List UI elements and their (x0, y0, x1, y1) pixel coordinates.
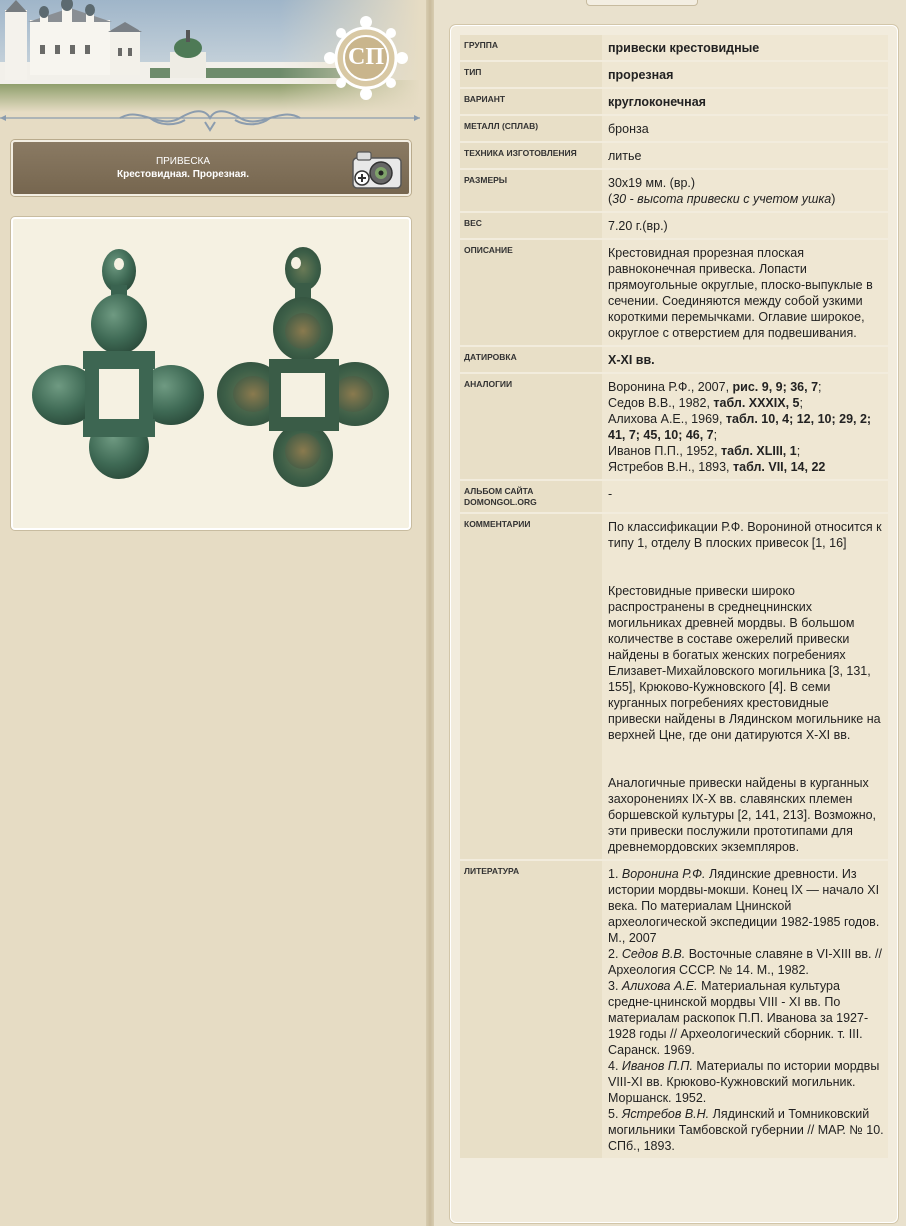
lit-text: Восточные славяне в VI-XIII вв. // Археология СССР. № 14. М., 1982. (608, 947, 882, 977)
lit-text: Лядинский и Томниковский могильники Тамбовской губернии // МАР. № 10. СПб., 1893. (608, 1107, 884, 1153)
top-tab[interactable] (586, 0, 698, 6)
label-tehnika: ТЕХНИКА ИЗГОТОВЛЕНИЯ (460, 143, 602, 168)
row-kommentarii (460, 514, 888, 859)
row-metall (460, 116, 888, 141)
razmery-open: ( (608, 192, 613, 206)
row-razmery (460, 170, 888, 211)
row-datirovka (460, 347, 888, 372)
row-analogii (460, 374, 888, 479)
label-analogii: АНАЛОГИИ (460, 374, 602, 479)
item-title-category: ПРИВЕСКА (155, 156, 211, 167)
label-variant: ВАРИАНТ (460, 89, 602, 114)
item-title-box (11, 140, 411, 196)
analogii-author: Алихова А.Е., 1969, (608, 412, 726, 426)
column-divider (426, 0, 434, 1226)
analogii-end: ; (818, 380, 822, 394)
analogii-end: ; (796, 444, 801, 458)
label-metall: МЕТАЛЛ (СПЛАВ) (460, 116, 602, 141)
ornament-divider (0, 106, 420, 134)
value-analogii (602, 374, 888, 479)
analogii-ref: рис. 9, 9; 36, 7 (732, 380, 819, 394)
lit-author: Алихова А.Е. (621, 979, 698, 993)
lit-text: Материальная культура средне-цнинской мордвы VIII - XI вв. По материалам раскопок П.П. Иванова за 1927-1928 годы // Археологический сборник. т. III. Саранск. 1969. (608, 979, 869, 1057)
lit-num: 3. (608, 979, 622, 993)
literature-item (608, 866, 884, 946)
row-opisanie (460, 240, 888, 345)
value-tehnika: литье (602, 143, 888, 168)
label-datirovka: ДАТИРОВКА (460, 347, 602, 372)
site-logo-text: СП (348, 44, 384, 70)
razmery-close: ) (831, 192, 836, 206)
label-kommentarii: КОММЕНТАРИИ (460, 514, 602, 859)
cross-pendant-image (13, 219, 409, 528)
value-tip: прорезная (602, 62, 888, 87)
lit-author: Иванов П.П. (621, 1059, 693, 1073)
site-banner[interactable] (0, 0, 420, 112)
analogii-ref: табл. XXXIX, 5 (713, 396, 800, 410)
pendant-back (217, 247, 389, 487)
analogii-ref: табл. XLIII, 1 (721, 444, 797, 458)
value-ves: 7.20 г.(вр.) (602, 213, 888, 238)
analogii-author: Воронина Р.Ф., 2007, (608, 380, 733, 394)
razmery-main: 30x19 мм. (вр.) (608, 176, 696, 190)
analogii-author: Иванов П.П., 1952, (608, 444, 722, 458)
analogii-ref: табл. 10, 4; 12, 10; 29, 2; 41, 7; 45, 10; 46, 7 (608, 412, 872, 442)
row-tip (460, 62, 888, 87)
lit-text: Лядинские древности. Из истории мордвы-мокши. Конец IX — начало XI века. По материалам Цнинской археологической экспедиции 1982-1985 годов. М., 2007 (608, 867, 880, 945)
analogii-author: Седов В.В., 1982, (608, 396, 714, 410)
lit-num: 1. (608, 867, 622, 881)
lit-num: 5. (608, 1107, 622, 1121)
literature-item (608, 946, 884, 978)
analogii-end: ; (799, 396, 803, 410)
row-tehnika (460, 143, 888, 168)
label-albom: АЛЬБОМ САЙТА DOMONGOL.ORG (460, 481, 602, 512)
lit-num: 4. (608, 1059, 622, 1073)
value-gruppa: привески крестовидные (602, 35, 888, 60)
analogii-end: ; (713, 428, 718, 442)
pendant-front (32, 249, 204, 479)
analogii-item (608, 395, 884, 411)
literature-item (608, 1106, 884, 1154)
lit-num: 2. (608, 947, 622, 961)
label-tip: ТИП (460, 62, 602, 87)
literature-item (608, 1058, 884, 1106)
value-kommentarii (602, 514, 888, 859)
row-gruppa (460, 35, 888, 60)
value-literatura (602, 861, 888, 1158)
value-variant: круглоконечная (602, 89, 888, 114)
row-literatura (460, 861, 888, 1158)
item-title (13, 142, 353, 194)
analogii-item (608, 411, 884, 443)
label-ves: ВЕС (460, 213, 602, 238)
artifact-info-table (460, 33, 888, 1160)
value-opisanie: Крестовидная прорезная плоская равноконечная привеска. Лопасти прямоугольные округлые, плоско-выпуклые в сечении. Соединяются между собой узкими короткими перемычками. Оглавие широкое, округлое с отверстием для подвешивания. (602, 240, 888, 345)
literature-item (608, 978, 884, 1058)
lit-author: Ястребов В.Н. (621, 1107, 710, 1121)
comment-paragraph-2: Крестовидные привески широко распространены в среднецнинских могильниках древней мордвы. В большом количестве в составе ожерелий привески найдены в богатых женских погребениях Елизавет-Михайловского могильника [3, 131, 155], Крюково-Кужновского [4]. В семи курганных погребениях крестовидные привески найдены в Лядинском могильнике на верхней Цне, где они датируются X-XI вв. (608, 584, 881, 742)
value-albom: - (602, 481, 888, 512)
artifact-info-panel (450, 25, 898, 1223)
comment-paragraph-3: Аналогичные привески найдены в курганных захоронениях IX-X вв. славянских племен боршевской культуры [2, 141, 213]. Возможно, эти привески послужили прототипами для древнемордовских экземпляров. (608, 776, 877, 854)
analogii-item (608, 379, 884, 395)
lit-author: Воронина Р.Ф. (621, 867, 706, 881)
lit-text: Материалы по истории мордвы VIII-XI вв. Крюково-Кужновский могильник. Моршанск. 1952. (608, 1059, 880, 1105)
razmery-note-text: 30 - высота привески с учетом ушка (612, 192, 832, 206)
row-variant (460, 89, 888, 114)
value-datirovka: X-XI вв. (602, 347, 888, 372)
analogii-ref: табл. VII, 14, 22 (733, 460, 826, 474)
label-literatura: ЛИТЕРАТУРА (460, 861, 602, 1158)
value-metall: бронза (602, 116, 888, 141)
comment-paragraph-1: По классификации Р.Ф. Ворониной относится к типу 1, отделу В плоских привесок [1, 16] (608, 520, 882, 550)
analogii-author: Ястребов В.Н., 1893, (608, 460, 733, 474)
value-razmery (602, 170, 888, 211)
left-column (0, 0, 426, 1226)
artifact-photo[interactable] (11, 217, 411, 530)
lit-author: Седов В.В. (621, 947, 686, 961)
label-gruppa: ГРУППА (460, 35, 602, 60)
item-title-subtitle: Крестовидная. Прорезная. (117, 169, 249, 180)
row-albom (460, 481, 888, 512)
camera-add-icon[interactable] (351, 148, 403, 190)
row-ves (460, 213, 888, 238)
analogii-item (608, 443, 884, 459)
label-opisanie: ОПИСАНИЕ (460, 240, 602, 345)
razmery-note (608, 191, 884, 207)
analogii-item (608, 459, 884, 475)
label-razmery: РАЗМЕРЫ (460, 170, 602, 211)
